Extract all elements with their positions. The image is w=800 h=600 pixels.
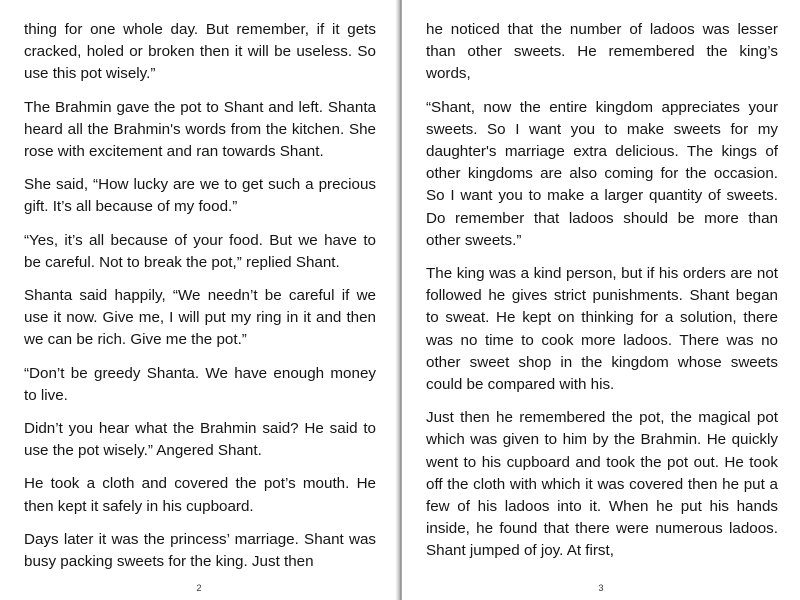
paragraph: thing for one whole day. But remember, if it gets cracked, holed or broken then it will be useless. So use this pot wisely.” bbox=[24, 21, 376, 83]
paragraph: He took a cloth and covered the pot’s mouth. He then kept it safely in his cupboard. bbox=[24, 475, 376, 515]
page-number-right: 3 bbox=[598, 583, 604, 593]
paragraph: “Shant, now the entire kingdom appreciates your sweets. So I want you to make sweets for my daughter's marriage extra delicious. The kings of other kingdoms are also coming for the occasion. So I want you to make a larger quantity of sweets. Do remember that ladoos should be more than other sweets.” bbox=[426, 98, 778, 249]
paragraph: Days later it was the princess’ marriage. Shant was busy packing sweets for the king. Just then bbox=[24, 530, 376, 571]
paragraph: Just then he remembered the pot, the magical pot which was given to him by the Brahmin. He quickly went to his cupboard and took the pot out. He took off the cloth with which it was covered then he put a few of his ladoos into it. When he put his hands inside, he found that there were numerous ladoos. Shant jumped of joy. At first, bbox=[426, 409, 778, 560]
paragraph: “Yes, it’s all because of your food. But we have to be careful. Not to break the pot,” replied Shant. bbox=[24, 231, 376, 271]
paragraph: The Brahmin gave the pot to Shant and left. Shanta heard all the Brahmin's words from the kitchen. She rose with excitement and ran towards Shant. bbox=[24, 98, 376, 161]
paragraph: The king was a kind person, but if his orders are not followed he gives strict punishments. Shant began to sweat. He kept on thinking for a solution, there was no time to cook more ladoos. There was no other sweet shop in the kingdom whose sweets could be compared with his. bbox=[426, 265, 778, 394]
paragraph: Didn’t you hear what the Brahmin said? He said to use the pot wisely.” Angered Shant. bbox=[24, 420, 376, 460]
paragraph: “Don’t be greedy Shanta. We have enough money to live. bbox=[24, 364, 376, 404]
paragraph: he noticed that the number of ladoos was lesser than other sweets. He remembered the king’s words, bbox=[426, 21, 778, 83]
page-number-left: 2 bbox=[196, 583, 202, 593]
right-page bbox=[402, 0, 800, 600]
left-page bbox=[0, 0, 398, 600]
paragraph: Shanta said happily, “We needn’t be careful if we use it now. Give me, I will put my ring in it and then we can be rich. Give me the pot.” bbox=[24, 287, 376, 349]
paragraph: She said, “How lucky are we to get such a precious gift. It’s all because of my food.” bbox=[24, 176, 376, 216]
